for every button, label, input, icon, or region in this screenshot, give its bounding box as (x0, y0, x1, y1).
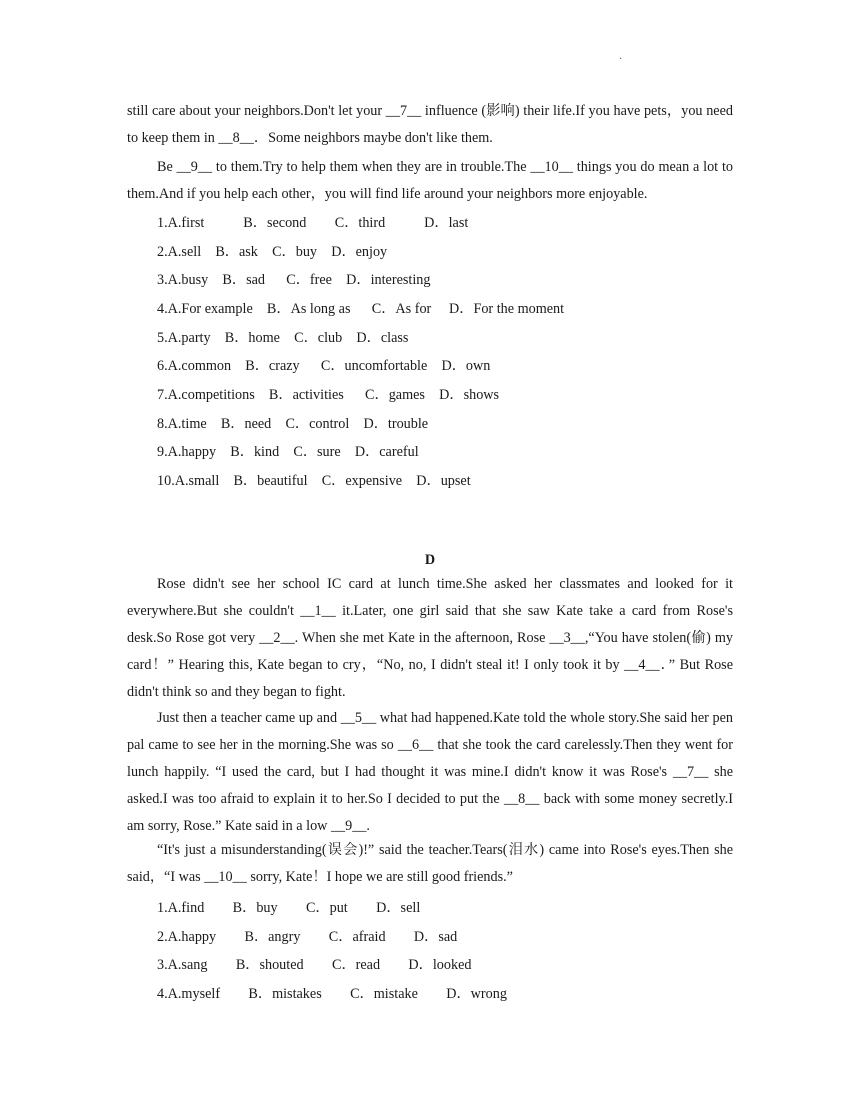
passage-c-option-9: 9.A.happy B．kind C．sure D．careful (157, 444, 419, 460)
passage-d-option-4: 4.A.myself B．mistakes C．mistake D．wrong (157, 986, 507, 1002)
passage-c-option-8: 8.A.time B．need C．control D．trouble (157, 416, 429, 432)
passage-c-option-3: 3.A.busy B．sad C．free D．interesting (157, 272, 431, 288)
passage-c-option-5: 5.A.party B．home C．club D．class (157, 330, 409, 346)
passage-d-title: D (424, 552, 436, 568)
passage-c-option-4: 4.A.For example B．As long as C．As for D．For the moment (157, 301, 565, 317)
passage-c-paragraph-tail: still care about your neighbors.Don't let your __7__ influence (影响) their life.If you have pets，you need to keep them in __8__．Some neighbors maybe don't like them. (127, 103, 733, 146)
passage-c-option-2: 2.A.sell B．ask C．buy D．enjoy (157, 244, 388, 260)
passage-d-paragraph-1: Rose didn't see her school IC card at lunch time.She asked her classmates and looked for it everywhere.But she couldn't __1__ it.Later, one girl said that she saw Kate take a card from Rose's desk.So Rose got very __2__. When she met Kate in the afternoon, Rose __3__,“You have stolen(偷) my card！” Hearing this, Kate began to cry，“No, no, I didn't steal it! I only took it by __4__．” But Rose didn't think so and they began to fight. (127, 576, 733, 700)
passage-d-paragraph-2: Just then a teacher came up and __5__ what had happened.Kate told the whole story.She said her pen pal came to see her in the morning.She was so __6__ that she took the card carelessly.Then they went for lunch happily. “I used the card, but I had thought it was mine.I didn't know it was Rose's __7__ she asked.I was too afraid to explain it to her.So I decided to put the __8__ back with some money secretly.I am sorry, Rose.” Kate said in a low __9__. (127, 710, 733, 834)
passage-c-option-1: 1.A.first B．second C．third D．last (157, 215, 469, 231)
passage-c-option-7: 7.A.competitions B．activities C．games D．shows (157, 387, 500, 403)
passage-c-paragraph-last: Be __9__ to them.Try to help them when they are in trouble.The __10__ things you do mean a lot to them.And if you help each other，you will find life around your neighbors more enjoyable. (127, 159, 733, 202)
passage-c-option-6: 6.A.common B．crazy C．uncomfortable D．own (157, 358, 491, 374)
passage-d-paragraph-3: “It's just a misunderstanding(误会)!” said the teacher.Tears(泪水) came into Rose's eyes.Then she said，“I was __10__ sorry, Kate！I hope we are still good friends.” (127, 842, 733, 885)
passage-d-option-2: 2.A.happy B．angry C．afraid D．sad (157, 929, 458, 945)
header-mark: · (619, 54, 623, 65)
passage-d-option-3: 3.A.sang B．shouted C．read D．looked (157, 957, 472, 973)
passage-d-option-1: 1.A.find B．buy C．put D．sell (157, 900, 421, 916)
passage-c-option-10: 10.A.small B．beautiful C．expensive D．upset (157, 473, 471, 489)
